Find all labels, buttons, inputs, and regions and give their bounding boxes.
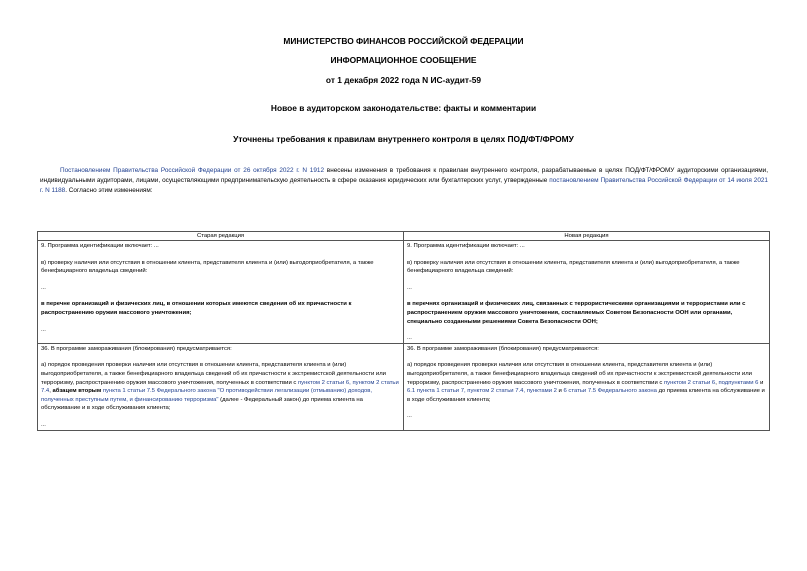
cell-paragraph: 36. В программе замораживания (блокирования) предусматривается: <box>41 345 232 352</box>
cell-text: и <box>556 388 564 395</box>
cell-ellipsis: ... <box>407 284 412 291</box>
document-date-number: от 1 декабря 2022 года N ИС-аудит-59 <box>325 75 482 85</box>
cell-paragraph <box>407 361 766 404</box>
cell-paragraph: в перечне организаций и физических лиц, в отношении которых имеются сведения об их причастности к распространению оружия массового уничтожения; <box>41 301 352 316</box>
intro-text-end: . Согласно этим изменениям: <box>65 187 153 195</box>
cell-text: до приема клиента на обслуживание и в ходе обслуживания клиента; <box>407 388 765 403</box>
cell-ellipsis: ... <box>407 335 412 342</box>
document-subtitle: Новое в аудиторском законодательстве: факты и комментарии <box>270 103 537 113</box>
federal-law-link[interactable]: пункта 1 статьи 7.5 Федерального закона "О противодействии легализации (отмыванию) доходов, полученных преступным путем, и финансированию терроризма" <box>41 388 373 403</box>
law-reference-link[interactable]: 6.1 пункта 1 статьи 7, пунктом 2 статьи 7.4, пунктами 2 <box>407 388 557 395</box>
table-row <box>38 343 770 430</box>
new-edition-cell <box>404 241 770 344</box>
old-edition-cell <box>38 241 404 344</box>
cell-ellipsis: ... <box>41 326 46 333</box>
cell-bold-text: абзацем вторым <box>52 388 102 395</box>
old-edition-cell <box>38 343 404 430</box>
law-reference-link[interactable]: пунктом 2 статьи 6, пунктом 2 статьи 7.4 <box>41 379 399 395</box>
comparison-table <box>37 231 770 431</box>
old-edition-header: Старая редакция <box>38 232 404 241</box>
cell-paragraph: 9. Программа идентификации включает: ... <box>41 243 159 249</box>
cell-ellipsis: ... <box>41 284 46 291</box>
document-topic: Уточнены требования к правилам внутреннего контроля в целях ПОД/ФТ/ФРОМУ <box>233 134 574 144</box>
cell-text: а) порядок проведения проверки наличия или отсутствия в отношении клиента, представителя клиента и (или) выгодоприобретателя, а также бенефициарного владельца сведений об их причастности к экстремистской деятельности или терроризму, распространению оружия массового уничтожения, полученных в соответствии с <box>41 362 386 386</box>
law-reference-link[interactable]: подпунктами 6 <box>718 379 759 386</box>
cell-paragraph: в) проверку наличия или отсутствия в отношении клиента, представителя клиента и (или) выгодоприобретателя, а также бенефициарного владельца сведений: <box>407 259 740 275</box>
cell-paragraph: 36. В программе замораживания (блокирования) предусматриваются: <box>407 345 599 352</box>
cell-text: (далее - Федеральный закон) до приема клиента на обслуживание и в ходе обслуживания клиента; <box>41 396 363 412</box>
cell-paragraph <box>41 361 400 413</box>
cell-text: , <box>715 379 719 386</box>
ministry-heading: МИНИСТЕРСТВО ФИНАНСОВ РОССИЙСКОЙ ФЕДЕРАЦИИ <box>283 36 524 46</box>
new-edition-cell <box>404 343 770 430</box>
decree-1912-link[interactable]: Постановлением Правительства Российской Федерации от 26 октября 2022 г. N 1912 <box>60 167 325 174</box>
table-row <box>38 241 770 344</box>
cell-paragraph: в) проверку наличия или отсутствия в отношении клиента, представителя клиента и (или) выгодоприобретателя, а также бенефициарного владельца сведений: <box>41 259 374 275</box>
intro-paragraph <box>40 166 768 197</box>
document-type-heading: ИНФОРМАЦИОННОЕ СООБЩЕНИЕ <box>330 55 477 65</box>
cell-paragraph: 9. Программа идентификации включает: ... <box>407 243 525 249</box>
cell-text: а) порядок проведения проверки наличия или отсутствия в отношении клиента, представителя клиента и (или) выгодоприобретателя, а также бенефициарного владельца сведений об их причастности к экстремистской деятельности или терроризму, распространению оружия массового уничтожения, полученных в соответствии с <box>407 362 752 386</box>
cell-ellipsis: ... <box>41 421 46 428</box>
cell-ellipsis: ... <box>407 413 412 420</box>
table-header-row <box>38 232 770 241</box>
new-edition-header: Новая редакция <box>404 232 770 241</box>
decree-1188-link[interactable]: постановлением Правительства Российской Федерации от 14 июля 2021 г. N 1188 <box>40 177 768 195</box>
intro-text: внесены изменения в требования к правилам внутреннего контроля, разрабатываемые в целях ПОД/ФТ/ФРОМУ аудиторскими организациями, индивидуальными аудиторами, лицами, осуществляющими предпринимательскую деятельность в сфере оказания юридических или бухгалтерских услуг, утвержденные <box>40 167 769 185</box>
law-reference-link[interactable]: пунктом 2 статьи 6 <box>663 379 716 386</box>
cell-paragraph: в перечнях организаций и физических лиц, связанных с террористическими организациями и террористами или с распространением оружия массового уничтожения, составляемых Советом Безопасности ООН или органами, специально созданными решениями Совета Безопасности ООН; <box>407 301 746 325</box>
cell-text: , <box>49 388 53 395</box>
cell-text: и <box>758 379 764 386</box>
federal-law-link[interactable]: 6 статьи 7.5 Федерального закона <box>563 388 657 395</box>
